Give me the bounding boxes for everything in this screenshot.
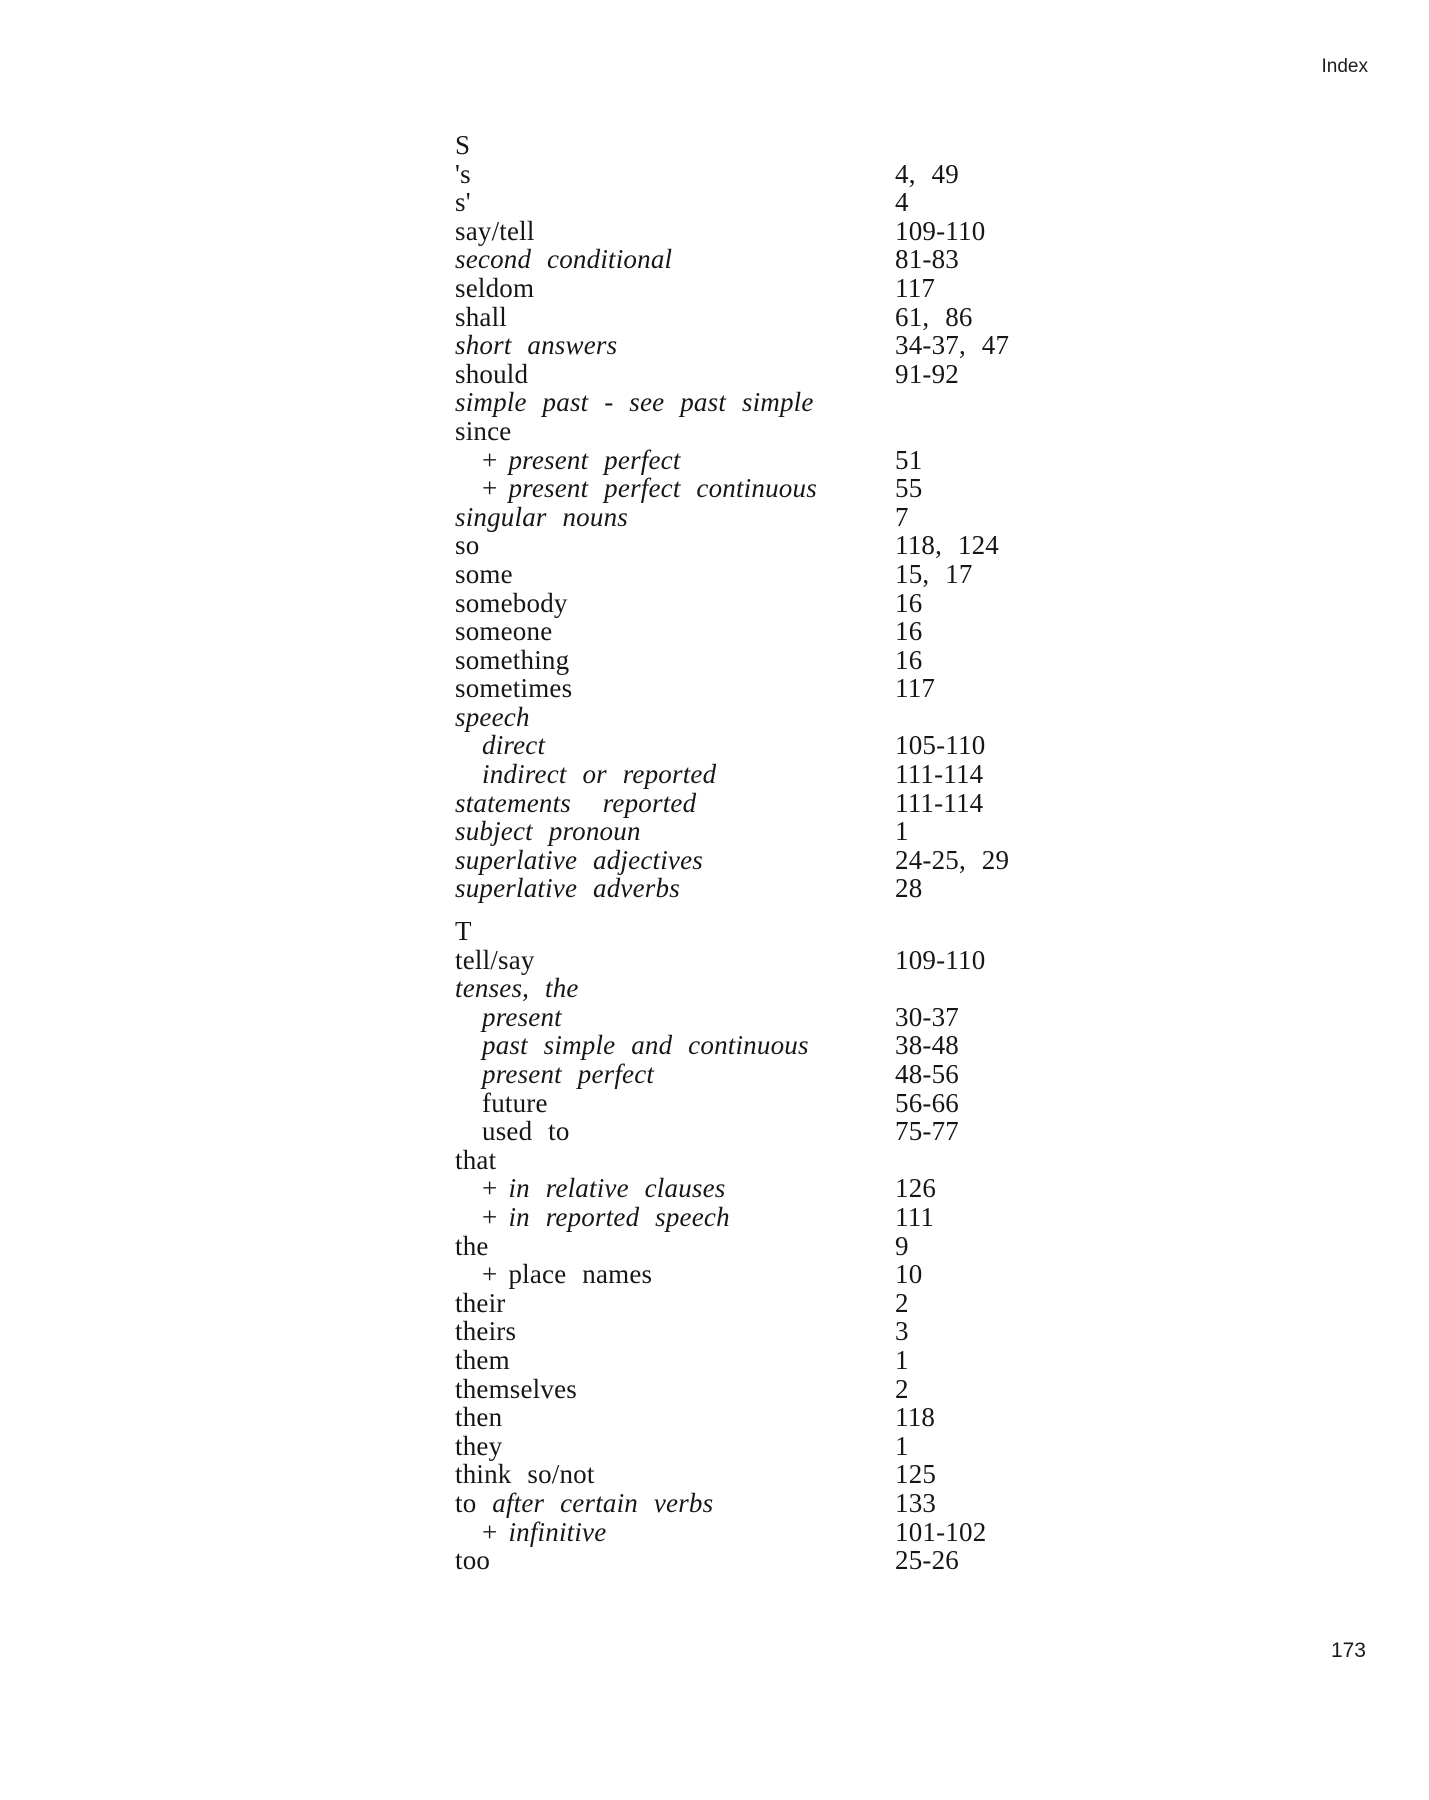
section-letter-row	[455, 917, 1175, 946]
entry-pages: 111-114	[895, 759, 984, 790]
index-entry-row	[455, 846, 1175, 875]
entry-term-text: second conditional	[455, 244, 673, 275]
index-section	[455, 131, 1175, 903]
entry-term-text: them	[455, 1344, 510, 1375]
entry-pages: 2	[895, 1373, 909, 1404]
index-entry-row	[455, 1460, 1175, 1489]
index-entry-row	[455, 1432, 1175, 1461]
entry-term-text: tenses, the	[455, 973, 579, 1004]
entry-pages: 133	[895, 1487, 937, 1518]
index-entry-row	[455, 388, 1175, 417]
entry-term-text: statements reported	[455, 787, 697, 818]
index-entry-row	[455, 760, 1175, 789]
entry-pages: 111-114	[895, 787, 984, 818]
entry-term	[455, 974, 895, 1003]
entry-term	[455, 1060, 895, 1089]
entry-term	[455, 589, 895, 618]
entry-term	[455, 474, 895, 503]
index-entry-row	[455, 474, 1175, 503]
entry-term-text: shall	[455, 301, 507, 332]
entry-term	[455, 1260, 895, 1289]
entry-term-text: theirs	[455, 1316, 517, 1347]
entry-term	[455, 1031, 895, 1060]
entry-pages: 118	[895, 1402, 936, 1433]
index-entry-row	[455, 331, 1175, 360]
entry-pages: 117	[895, 272, 936, 303]
entry-term-text: that	[455, 1144, 497, 1175]
index-entry-row	[455, 1174, 1175, 1203]
index-entry-row	[455, 1117, 1175, 1146]
entry-term-text: used to	[482, 1116, 570, 1147]
index-entry-row	[455, 1403, 1175, 1432]
entry-term	[455, 760, 895, 789]
entry-term-text: the	[455, 1230, 489, 1261]
entry-term	[455, 503, 895, 532]
entry-term	[455, 417, 895, 446]
index-entry-row	[455, 503, 1175, 532]
entry-term	[455, 1232, 895, 1261]
entry-pages: 38-48	[895, 1030, 959, 1061]
entry-term	[455, 303, 895, 332]
entry-term	[455, 1146, 895, 1175]
entry-pages: 75-77	[895, 1116, 959, 1147]
entry-term-text: future	[482, 1087, 548, 1118]
index-entry-row	[455, 617, 1175, 646]
entry-term-text: seldom	[455, 272, 535, 303]
entry-term-text: should	[455, 358, 529, 389]
entry-term-text: too	[455, 1545, 491, 1576]
entry-term	[455, 1403, 895, 1432]
entry-term-text: then	[455, 1402, 503, 1433]
entry-pages: 25-26	[895, 1545, 959, 1576]
index-entry-row	[455, 245, 1175, 274]
index-entry-row	[455, 1146, 1175, 1175]
index-entry-row	[455, 703, 1175, 732]
index-entry-row	[455, 188, 1175, 217]
index-entry-row	[455, 1489, 1175, 1518]
index-entry-row	[455, 646, 1175, 675]
entry-term-text: so	[455, 530, 480, 561]
section-letter: T	[455, 916, 472, 947]
entry-term	[455, 388, 895, 417]
index-entry-row	[455, 160, 1175, 189]
entry-term-text: subject pronoun	[455, 816, 641, 847]
entry-term	[455, 217, 895, 246]
index-entry-row	[455, 674, 1175, 703]
entry-term	[455, 1375, 895, 1404]
entry-term	[455, 1460, 895, 1489]
plus-sign: +	[482, 1259, 498, 1290]
entry-pages: 15, 17	[895, 558, 973, 589]
entry-pages: 125	[895, 1459, 937, 1490]
entry-term	[455, 1117, 895, 1146]
entry-term	[455, 245, 895, 274]
index-entry-row	[455, 974, 1175, 1003]
entry-term-prefix: to	[455, 1487, 493, 1518]
entry-term	[455, 874, 895, 903]
plus-sign: +	[482, 473, 498, 504]
entry-term-text: tell/say	[455, 944, 535, 975]
entry-term	[455, 160, 895, 189]
index-entry-row	[455, 874, 1175, 903]
section-letter: S	[455, 130, 471, 160]
entry-term-text: superlative adjectives	[455, 844, 703, 875]
entry-term-text: say/tell	[455, 215, 535, 246]
entry-term-text: s'	[455, 187, 471, 218]
entry-term	[455, 646, 895, 675]
entry-pages: 16	[895, 616, 923, 647]
entry-term	[455, 446, 895, 475]
entry-pages: 3	[895, 1316, 909, 1347]
index-entry-row	[455, 303, 1175, 332]
entry-pages: 91-92	[895, 358, 959, 389]
index-entry-row	[455, 531, 1175, 560]
entry-term	[455, 817, 895, 846]
entry-term	[455, 1003, 895, 1032]
entry-term	[455, 731, 895, 760]
entry-term	[455, 188, 895, 217]
index-entry-row	[455, 217, 1175, 246]
entry-term	[455, 789, 895, 818]
entry-term-text: they	[455, 1430, 503, 1461]
entry-pages: 10	[895, 1259, 923, 1290]
index-entry-row	[455, 1375, 1175, 1404]
index-entry-row	[455, 1089, 1175, 1118]
section-entries	[455, 160, 1175, 903]
entry-pages: 118, 124	[895, 530, 1000, 561]
index-entry-row	[455, 417, 1175, 446]
entry-term-text: present perfect	[508, 444, 681, 475]
entry-pages: 7	[895, 501, 909, 532]
plus-sign: +	[482, 1201, 498, 1232]
entry-term	[455, 1546, 895, 1575]
entry-term	[455, 617, 895, 646]
index-list	[455, 131, 1175, 1575]
index-entry-row	[455, 1232, 1175, 1261]
index-entry-row	[455, 817, 1175, 846]
entry-term-text: present perfect continuous	[508, 473, 817, 504]
entry-term	[455, 703, 895, 732]
entry-term	[455, 274, 895, 303]
entry-term-text: direct	[482, 730, 546, 761]
index-entry-row	[455, 1518, 1175, 1547]
entry-term-text: their	[455, 1287, 506, 1318]
entry-pages: 16	[895, 587, 923, 618]
entry-pages: 4	[895, 187, 909, 218]
entry-pages: 4, 49	[895, 158, 959, 189]
index-entry-row	[455, 1031, 1175, 1060]
index-entry-row	[455, 1289, 1175, 1318]
entry-pages: 9	[895, 1230, 909, 1261]
entry-term-text: place names	[508, 1259, 653, 1290]
index-entry-row	[455, 274, 1175, 303]
entry-pages: 55	[895, 473, 923, 504]
entry-term-text: some	[455, 558, 513, 589]
entry-term	[455, 1289, 895, 1318]
entry-term	[455, 1518, 895, 1547]
section-letter-row	[455, 131, 1175, 160]
entry-term	[455, 1489, 895, 1518]
entry-pages: 1	[895, 1344, 909, 1375]
index-entry-row	[455, 1546, 1175, 1575]
entry-pages: 61, 86	[895, 301, 973, 332]
entry-pages: 109-110	[895, 215, 986, 246]
plus-sign: +	[482, 1173, 498, 1204]
entry-term-text: themselves	[455, 1373, 577, 1404]
entry-term-text: short answers	[455, 330, 618, 361]
entry-pages: 126	[895, 1173, 937, 1204]
entry-term	[455, 946, 895, 975]
entry-term-text: somebody	[455, 587, 568, 618]
entry-term-text: present	[482, 1001, 562, 1032]
entry-term	[455, 531, 895, 560]
running-head: Index	[1321, 56, 1368, 77]
entry-term-text: indirect or reported	[482, 759, 717, 790]
entry-term-text: past simple and continuous	[482, 1030, 809, 1061]
entry-term-text: infinitive	[508, 1516, 607, 1547]
entry-term-text: since	[455, 415, 512, 446]
entry-term-text: sometimes	[455, 673, 573, 704]
entry-term-text: 's	[455, 158, 471, 189]
index-entry-row	[455, 731, 1175, 760]
entry-term	[455, 1317, 895, 1346]
entry-term-text: in relative clauses	[508, 1173, 726, 1204]
entry-term	[455, 1089, 895, 1118]
page-number: 173	[1330, 1639, 1366, 1662]
index-section	[455, 917, 1175, 1575]
entry-pages: 16	[895, 644, 923, 675]
index-entry-row	[455, 446, 1175, 475]
index-entry-row	[455, 1203, 1175, 1232]
section-entries	[455, 946, 1175, 1575]
entry-term-text: present perfect	[482, 1059, 655, 1089]
entry-term	[455, 360, 895, 389]
entry-term	[455, 560, 895, 589]
entry-pages: 101-102	[895, 1516, 987, 1547]
plus-sign: +	[482, 1516, 498, 1547]
entry-term	[455, 846, 895, 875]
entry-pages: 117	[895, 673, 936, 704]
entry-term	[455, 1346, 895, 1375]
index-entry-row	[455, 1060, 1175, 1089]
entry-pages: 109-110	[895, 944, 986, 975]
index-entry-row	[455, 1003, 1175, 1032]
index-entry-row	[455, 1260, 1175, 1289]
entry-pages: 2	[895, 1287, 909, 1318]
entry-pages: 51	[895, 444, 923, 475]
entry-term-text: speech	[455, 701, 530, 732]
entry-term-text: something	[455, 644, 570, 675]
entry-term-text: in reported speech	[508, 1201, 730, 1232]
index-entry-row	[455, 589, 1175, 618]
entry-term-text: singular nouns	[455, 501, 628, 532]
entry-pages: 56-66	[895, 1087, 959, 1118]
index-entry-row	[455, 789, 1175, 818]
index-entry-row	[455, 1346, 1175, 1375]
index-entry-row	[455, 1317, 1175, 1346]
entry-pages: 34-37, 47	[895, 330, 1010, 361]
entry-term	[455, 1174, 895, 1203]
entry-term-text: think so/not	[455, 1459, 595, 1490]
entry-pages: 1	[895, 816, 909, 847]
entry-pages: 24-25, 29	[895, 844, 1010, 875]
entry-term	[455, 331, 895, 360]
index-entry-row	[455, 360, 1175, 389]
entry-pages: 111	[895, 1201, 935, 1232]
index-entry-row	[455, 946, 1175, 975]
entry-pages: 30-37	[895, 1001, 959, 1032]
entry-term-text: someone	[455, 616, 553, 647]
entry-term-text: simple past - see past simple	[455, 387, 814, 418]
entry-term	[455, 1432, 895, 1461]
entry-pages: 28	[895, 873, 923, 904]
plus-sign: +	[482, 444, 498, 475]
entry-term	[455, 674, 895, 703]
entry-pages: 105-110	[895, 730, 986, 761]
entry-term-text: superlative adverbs	[455, 873, 680, 904]
entry-pages: 48-56	[895, 1059, 959, 1089]
entry-pages: 1	[895, 1430, 909, 1461]
entry-term-text: after certain verbs	[492, 1487, 714, 1518]
index-entry-row	[455, 560, 1175, 589]
entry-pages: 81-83	[895, 244, 959, 275]
entry-term	[455, 1203, 895, 1232]
